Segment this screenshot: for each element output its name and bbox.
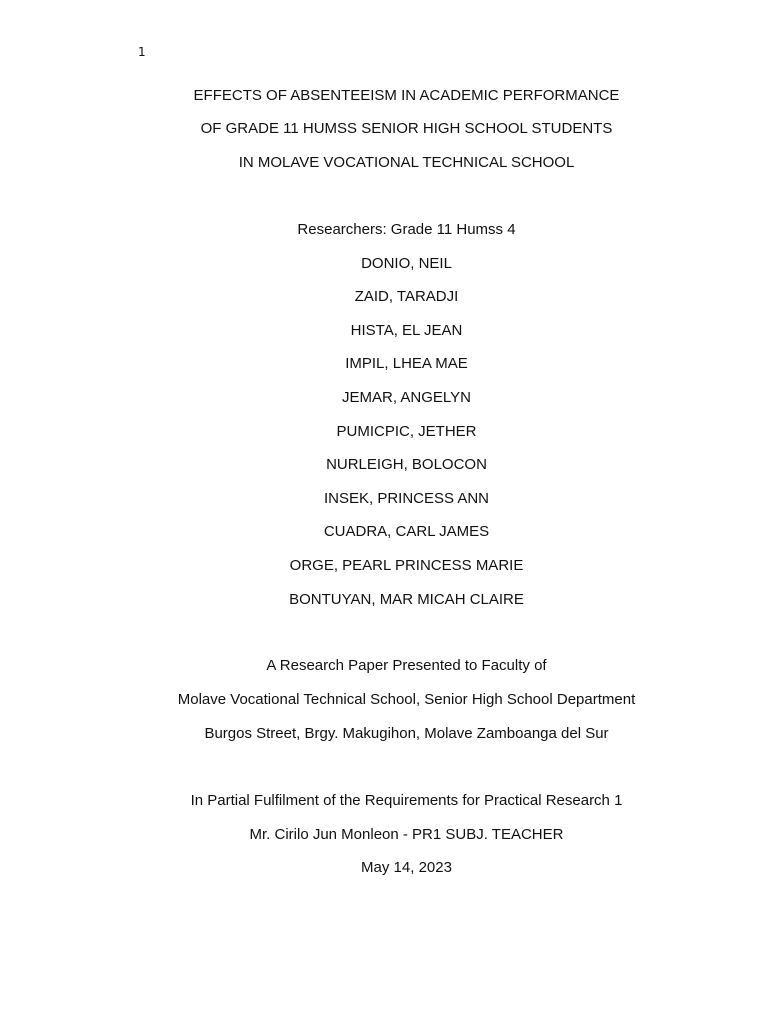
school-address-line: Burgos Street, Brgy. Makugihon, Molave Zamboanga del Sur bbox=[204, 725, 609, 742]
presented-to-line: A Research Paper Presented to Faculty of bbox=[266, 657, 547, 674]
page-number: 1 bbox=[138, 45, 146, 59]
researcher-name: DONIO, NEIL bbox=[361, 255, 452, 272]
researcher-name: NURLEIGH, BOLOCON bbox=[326, 456, 487, 473]
title-line-3: IN MOLAVE VOCATIONAL TECHNICAL SCHOOL bbox=[238, 154, 575, 171]
researcher-name: CUADRA, CARL JAMES bbox=[323, 523, 490, 540]
title-line-2: OF GRADE 11 HUMSS SENIOR HIGH SCHOOL STUDENTS bbox=[200, 120, 613, 137]
researcher-name: PUMICPIC, JETHER bbox=[336, 423, 477, 440]
fulfilment-line: In Partial Fulfilment of the Requirements for Practical Research 1 bbox=[190, 792, 623, 809]
date-line: May 14, 2023 bbox=[361, 859, 452, 876]
researcher-name: INSEK, PRINCESS ANN bbox=[323, 490, 490, 507]
researcher-name: JEMAR, ANGELYN bbox=[342, 389, 471, 406]
researchers-heading: Researchers: Grade 11 Humss 4 bbox=[297, 221, 516, 238]
school-department-line: Molave Vocational Technical School, Senior High School Department bbox=[177, 691, 636, 708]
subject-teacher-line: Mr. Cirilo Jun Monleon - PR1 SUBJ. TEACHER bbox=[249, 826, 564, 843]
researcher-name: ZAID, TARADJI bbox=[354, 288, 459, 305]
researcher-name: HISTA, EL JEAN bbox=[350, 322, 463, 339]
title-line-1: EFFECTS OF ABSENTEEISM IN ACADEMIC PERFORMANCE bbox=[193, 87, 620, 104]
researcher-name: IMPIL, LHEA MAE bbox=[345, 355, 468, 372]
researcher-name: ORGE, PEARL PRINCESS MARIE bbox=[289, 557, 524, 574]
researcher-name: BONTUYAN, MAR MICAH CLAIRE bbox=[289, 591, 524, 608]
